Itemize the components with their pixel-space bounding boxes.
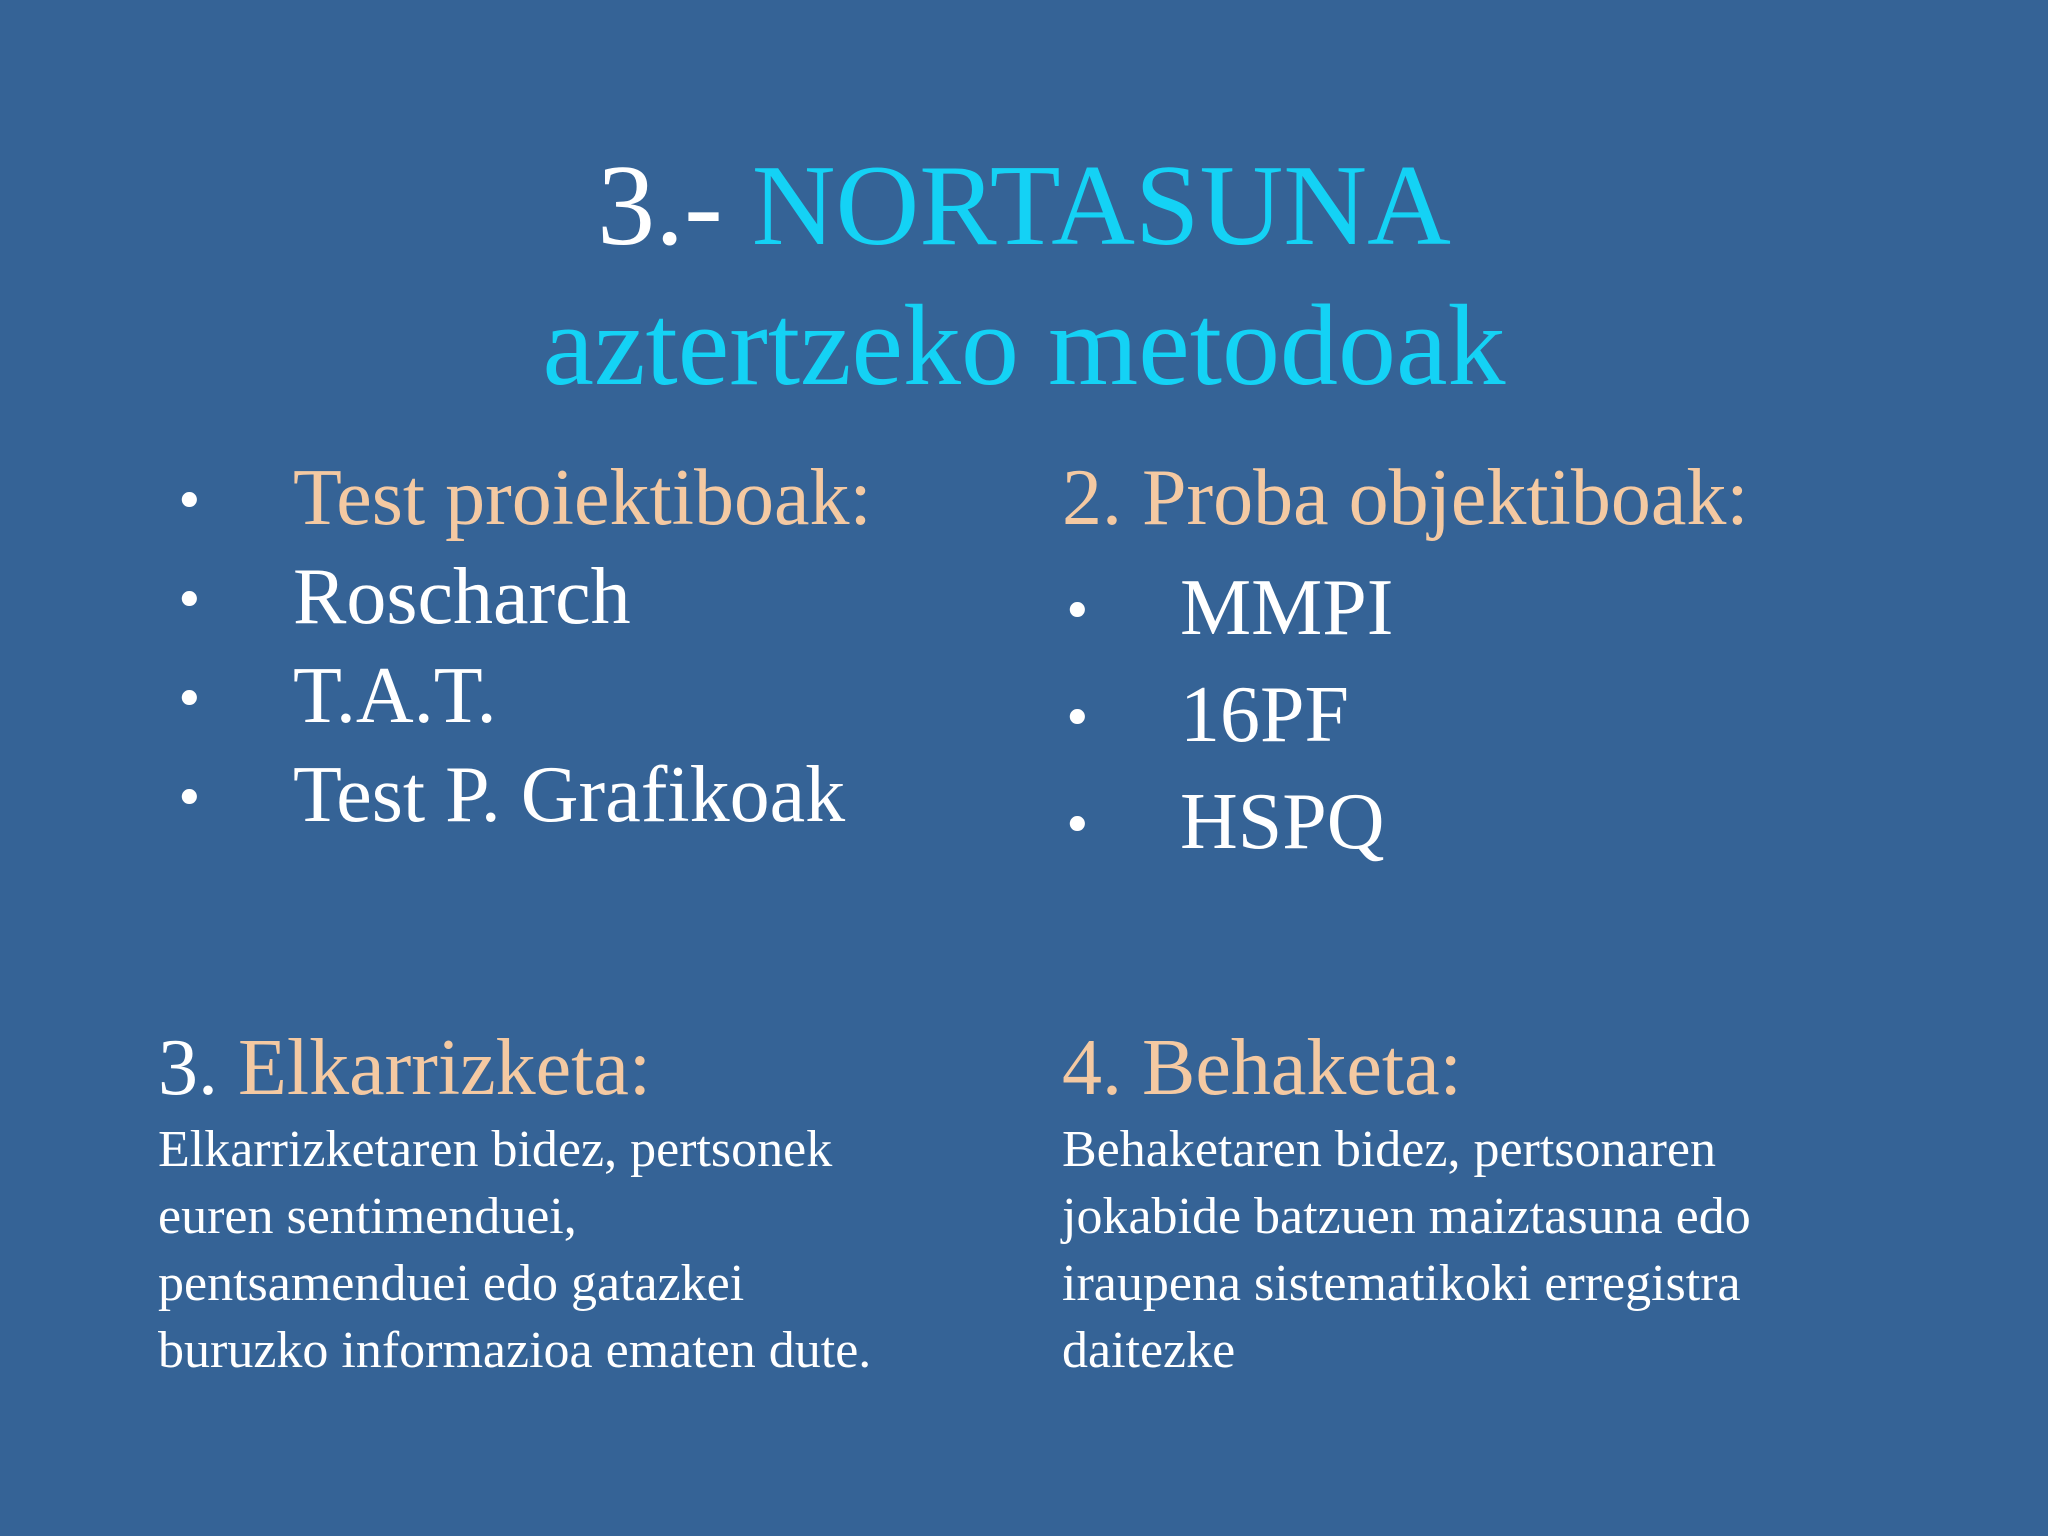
bullet-icon: • [1062,689,1093,749]
interview-label: Elkarrizketa: [238,1024,652,1112]
title-highlight: NORTASUNA [751,142,1451,270]
interview-number: 3. [158,1024,218,1112]
list-item-text: HSPQ [1180,778,1385,866]
bullet-icon: • [1062,796,1093,856]
observation-heading: 4. Behaketa: [1062,1024,1462,1112]
list-item-text: MMPI [1180,564,1394,652]
bullet-icon: • [174,472,205,532]
paragraph-line: Elkarrizketaren bidez, pertsonek [158,1121,833,1178]
observation-description [1062,1116,1982,1384]
paragraph-line: daitezke [1062,1322,1236,1379]
paragraph-line: euren sentimenduei, [158,1188,577,1245]
paragraph-line: Behaketaren bidez, pertsonaren [1062,1121,1717,1178]
paragraph-line: jokabide batzuen maiztasuna edo [1062,1188,1751,1245]
objective-heading: 2. Proba objektiboak: [1062,454,1749,542]
bullet-icon: • [174,769,205,829]
list-item-text: 16PF [1180,671,1349,759]
paragraph-line: buruzko informazioa ematen dute. [158,1322,872,1379]
paragraph-line: iraupena sistematikoki erregistra [1062,1255,1741,1312]
title-number: 3.- [597,142,723,270]
bullet-icon: • [174,670,205,730]
interview-heading [158,1024,652,1112]
list-item-text: Roscharch [293,553,631,641]
paragraph-line: pentsamenduei edo gatazkei [158,1255,745,1312]
bullet-icon: • [174,571,205,631]
slide-subtitle: aztertzeko metodoak [542,282,1506,410]
list-item-text: Test P. Grafikoak [293,751,846,839]
list-item-text: T.A.T. [293,652,497,740]
interview-description [158,1116,1078,1384]
slide-title [0,142,2048,270]
bullet-icon: • [1062,582,1093,642]
projective-heading: Test proiektiboak: [293,454,872,542]
